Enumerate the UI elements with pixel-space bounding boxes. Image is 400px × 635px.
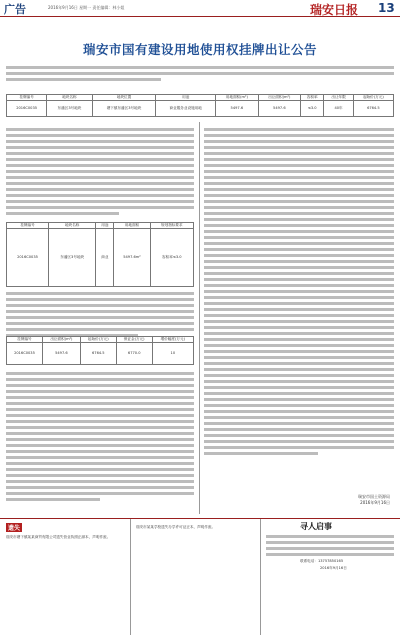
- table-header: 起始价(万元): [80, 337, 116, 343]
- table-header: 出让面积(m²): [258, 95, 300, 101]
- planning-table: [6, 222, 194, 287]
- table-cell: 6764.5: [353, 101, 393, 117]
- table-header: 容积率: [301, 95, 324, 101]
- table-header: 挂牌编号: [7, 223, 49, 229]
- table-header: 挂牌编号: [7, 337, 43, 343]
- ad-right-title: 寻人启事: [300, 522, 332, 531]
- table-header: 出让面积(m²): [42, 337, 80, 343]
- table-header: 用途: [96, 223, 114, 229]
- page-number: 13: [378, 1, 395, 15]
- ad-phone: 13757850165: [317, 559, 344, 563]
- table-cell: 5497.6: [258, 101, 300, 117]
- table-cell: 塘下镇东潘区3号地块: [92, 101, 156, 117]
- table-cell: 2016C0035: [7, 343, 43, 365]
- newspaper-logo: 瑞安日报: [310, 3, 359, 17]
- left-column-text-1: [6, 128, 194, 218]
- table-cell: 商业服务业设施用地: [156, 101, 216, 117]
- table-cell: 40年: [324, 101, 353, 117]
- land-table: [6, 94, 394, 117]
- table-cell: 5497.6m²: [114, 229, 150, 287]
- table-row: [7, 101, 394, 117]
- table-cell: 商业: [96, 229, 114, 287]
- ad-divider: [260, 519, 261, 635]
- left-column-text-2: [6, 292, 194, 340]
- signature-date: 2016年9月16日: [360, 500, 390, 505]
- table-row: [7, 343, 194, 365]
- table-header: 地块名称: [49, 223, 96, 229]
- table-cell: 10: [152, 343, 193, 365]
- table-header: 用途: [156, 95, 216, 101]
- table-header: 用地面积: [114, 223, 150, 229]
- table-cell: 5497.6: [216, 101, 258, 117]
- ad-tag: 遗失: [8, 525, 21, 532]
- ad-right-body: [266, 535, 394, 559]
- main-title: 瑞安市国有建设用地使用权挂牌出让公告: [82, 42, 317, 57]
- intro-paragraph: [6, 66, 394, 84]
- ad-contact-label: 联系电话：: [300, 559, 318, 563]
- table-row: [7, 229, 194, 287]
- table-cell: 2016C0035: [7, 229, 49, 287]
- table-cell: 6764.5: [80, 343, 116, 365]
- signature-block: [300, 494, 390, 506]
- ads-section: [0, 518, 400, 635]
- table-header: 地块位置: [92, 95, 156, 101]
- signature-org: 瑞安市国土资源局: [358, 494, 390, 499]
- page-header: [0, 0, 400, 17]
- right-column-text: [204, 128, 394, 458]
- table-cell: 容积率≤3.0: [150, 229, 193, 287]
- table-cell: 2016C0035: [7, 101, 47, 117]
- table-header: 保证金(万元): [116, 337, 152, 343]
- left-column-text-3: [6, 372, 194, 504]
- ad-right-date: 2016年9月16日: [320, 566, 347, 570]
- ad-mid-text: 瑞安市某某学校遗失办学许可证正本，声明作废。: [136, 525, 216, 529]
- ad-left-text: 瑞安市塘下镇某某商贸有限公司遗失营业执照正副本，声明作废。: [6, 535, 111, 539]
- table-header: 起始价(万元): [353, 95, 393, 101]
- ad-divider: [130, 519, 131, 635]
- column-divider: [199, 122, 200, 514]
- table-cell: ≤3.0: [301, 101, 324, 117]
- section-label: 广告: [4, 3, 26, 16]
- price-table: [6, 336, 194, 365]
- table-header: 用地面积(m²): [216, 95, 258, 101]
- ad-right-contact: [300, 559, 343, 564]
- table-header: 地块名称: [47, 95, 92, 101]
- table-header: 挂牌编号: [7, 95, 47, 101]
- table-header: 规划指标要求: [150, 223, 193, 229]
- table-cell: 6770.0: [116, 343, 152, 365]
- table-header: 增价幅度(万元): [152, 337, 193, 343]
- table-cell: 东潘区3号地块: [49, 229, 96, 287]
- edition-line: 2016年9月16日 星期一 责任编辑：林小姐: [48, 5, 125, 10]
- table-cell: 东潘区3号地块: [47, 101, 92, 117]
- table-header: 出让年限: [324, 95, 353, 101]
- table-cell: 5497.6: [42, 343, 80, 365]
